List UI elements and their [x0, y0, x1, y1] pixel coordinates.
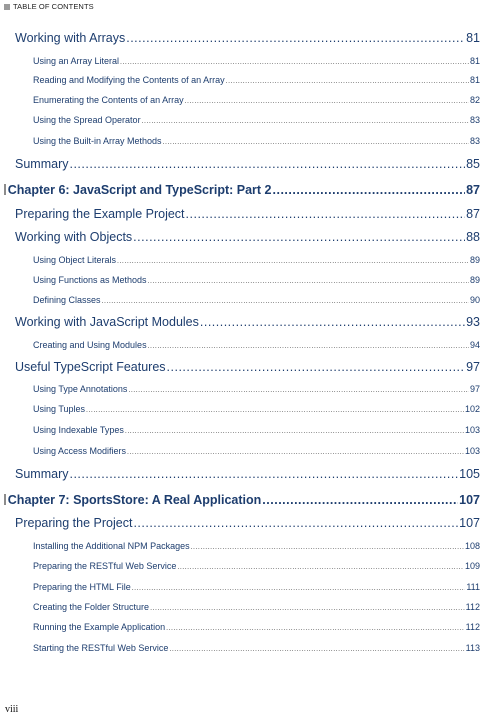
- toc-chapter-entry[interactable]: [4, 493, 480, 507]
- entry-page: 87: [466, 183, 480, 197]
- dot-leader: [86, 407, 464, 414]
- dot-leader: [186, 207, 466, 221]
- dot-leader: [127, 449, 464, 456]
- entry-title: Creating the Folder Structure: [33, 602, 150, 612]
- dot-leader: [273, 183, 466, 197]
- dot-leader: [177, 564, 464, 571]
- dot-leader: [200, 315, 465, 329]
- toc-entry[interactable]: [33, 643, 480, 653]
- entry-page: 82: [469, 95, 480, 105]
- toc-entry[interactable]: [33, 136, 480, 146]
- entry-title: Enumerating the Contents of an Array: [33, 95, 184, 105]
- toc-entry[interactable]: [15, 360, 480, 374]
- entry-title: Installing the Additional NPM Packages: [33, 541, 190, 551]
- entry-title: Working with Objects: [15, 230, 133, 244]
- dot-leader: [133, 516, 458, 530]
- entry-page: 83: [469, 136, 480, 146]
- toc-entry[interactable]: [15, 516, 480, 530]
- toc-entry[interactable]: [33, 561, 480, 571]
- entry-page: 105: [459, 467, 480, 481]
- entry-page: 83: [469, 115, 480, 125]
- toc-entry[interactable]: [33, 56, 480, 66]
- entry-page: 81: [469, 56, 480, 66]
- dot-leader: [125, 428, 464, 435]
- toc-entry[interactable]: [33, 384, 480, 394]
- dot-leader: [148, 278, 469, 285]
- entry-title: Chapter 6: JavaScript and TypeScript: Part 2: [7, 183, 272, 197]
- entry-page: 111: [466, 582, 480, 592]
- entry-title: Using the Built-in Array Methods: [33, 136, 162, 146]
- entry-page: 89: [469, 275, 480, 285]
- dot-leader: [132, 585, 466, 592]
- dot-leader: [142, 118, 469, 125]
- toc-entry[interactable]: [33, 541, 480, 551]
- entry-page: 89: [469, 255, 480, 265]
- toc-entry[interactable]: [33, 602, 480, 612]
- entry-page: 97: [466, 360, 480, 374]
- entry-title: Using Access Modifiers: [33, 446, 127, 456]
- entry-page: 107: [459, 493, 480, 507]
- entry-title: Using Tuples: [33, 404, 86, 414]
- entry-page: 94: [469, 340, 480, 350]
- entry-title: Defining Classes: [33, 295, 101, 305]
- entry-page: 90: [469, 295, 480, 305]
- dot-leader: [191, 544, 464, 551]
- dot-leader: [126, 31, 465, 45]
- entry-title: Using Indexable Types: [33, 425, 124, 435]
- entry-page: 103: [464, 425, 480, 435]
- entry-title: Preparing the RESTful Web Service: [33, 561, 177, 571]
- entry-title: Chapter 7: SportsStore: A Real Application: [7, 493, 262, 507]
- entry-title: Starting the RESTful Web Service: [33, 643, 169, 653]
- dot-leader: [133, 230, 465, 244]
- entry-title: Running the Example Application: [33, 622, 166, 632]
- dot-leader: [226, 78, 469, 85]
- toc-entry[interactable]: [33, 295, 480, 305]
- toc-entry[interactable]: [15, 31, 480, 45]
- toc-entry[interactable]: [15, 230, 480, 244]
- entry-title: Using the Spread Operator: [33, 115, 141, 125]
- dot-leader: [166, 625, 465, 632]
- dot-leader: [117, 258, 469, 265]
- entry-title: Using Object Literals: [33, 255, 117, 265]
- entry-page: 113: [465, 643, 480, 653]
- toc-entry[interactable]: [15, 467, 480, 481]
- entry-title: Preparing the Example Project: [15, 207, 185, 221]
- dot-leader: [185, 98, 469, 105]
- dot-leader: [169, 646, 464, 653]
- toc-entry[interactable]: [15, 157, 480, 171]
- dot-leader: [262, 493, 458, 507]
- dot-leader: [148, 343, 469, 350]
- entry-page: 85: [466, 157, 480, 171]
- entry-page: 109: [464, 561, 480, 571]
- toc-entry[interactable]: [33, 75, 480, 85]
- running-header: [4, 2, 94, 11]
- dot-leader: [128, 387, 469, 394]
- dot-leader: [120, 59, 469, 66]
- entry-title: Creating and Using Modules: [33, 340, 147, 350]
- toc-entry[interactable]: [33, 582, 480, 592]
- entry-title: Working with JavaScript Modules: [15, 315, 199, 329]
- entry-page: 87: [466, 207, 480, 221]
- toc-entry[interactable]: [15, 315, 480, 329]
- entry-page: 112: [465, 622, 480, 632]
- entry-title: Summary: [15, 467, 69, 481]
- entry-title: Preparing the Project: [15, 516, 133, 530]
- entry-title: Using an Array Literal: [33, 56, 120, 66]
- entry-page: 103: [464, 446, 480, 456]
- toc-entry[interactable]: [33, 275, 480, 285]
- entry-page: 108: [464, 541, 480, 551]
- dot-leader: [69, 467, 458, 481]
- entry-page: 102: [464, 404, 480, 414]
- toc-entry[interactable]: [33, 255, 480, 265]
- entry-title: Using Functions as Methods: [33, 275, 147, 285]
- dot-leader: [163, 139, 469, 146]
- entry-title: Preparing the HTML File: [33, 582, 131, 592]
- entry-title: Working with Arrays: [15, 31, 126, 45]
- toc-entry[interactable]: [33, 622, 480, 632]
- toc-entry[interactable]: [33, 340, 480, 350]
- dot-leader: [167, 360, 466, 374]
- chapter-marker-icon: [4, 184, 6, 195]
- header-square-icon: [4, 4, 10, 10]
- entry-page: 107: [459, 516, 480, 530]
- toc-entry[interactable]: [15, 207, 480, 221]
- page-number: viii: [5, 704, 19, 715]
- entry-title: Useful TypeScript Features: [15, 360, 166, 374]
- toc-entry[interactable]: [33, 425, 480, 435]
- toc-entry[interactable]: [33, 115, 480, 125]
- dot-leader: [102, 298, 469, 305]
- entry-page: 112: [465, 602, 480, 612]
- entry-page: 88: [466, 230, 480, 244]
- entry-title: Summary: [15, 157, 69, 171]
- chapter-marker-icon: [4, 494, 6, 505]
- toc-entry[interactable]: [33, 404, 480, 414]
- toc-chapter-entry[interactable]: [4, 183, 480, 197]
- entry-page: 93: [466, 315, 480, 329]
- toc-entry[interactable]: [33, 95, 480, 105]
- entry-page: 81: [466, 31, 480, 45]
- toc-entry[interactable]: [33, 446, 480, 456]
- entry-title: Using Type Annotations: [33, 384, 128, 394]
- header-label: TABLE OF CONTENTS: [13, 2, 94, 11]
- entry-page: 81: [469, 75, 480, 85]
- dot-leader: [69, 157, 465, 171]
- entry-title: Reading and Modifying the Contents of an Array: [33, 75, 225, 85]
- dot-leader: [150, 605, 465, 612]
- entry-page: 97: [469, 384, 480, 394]
